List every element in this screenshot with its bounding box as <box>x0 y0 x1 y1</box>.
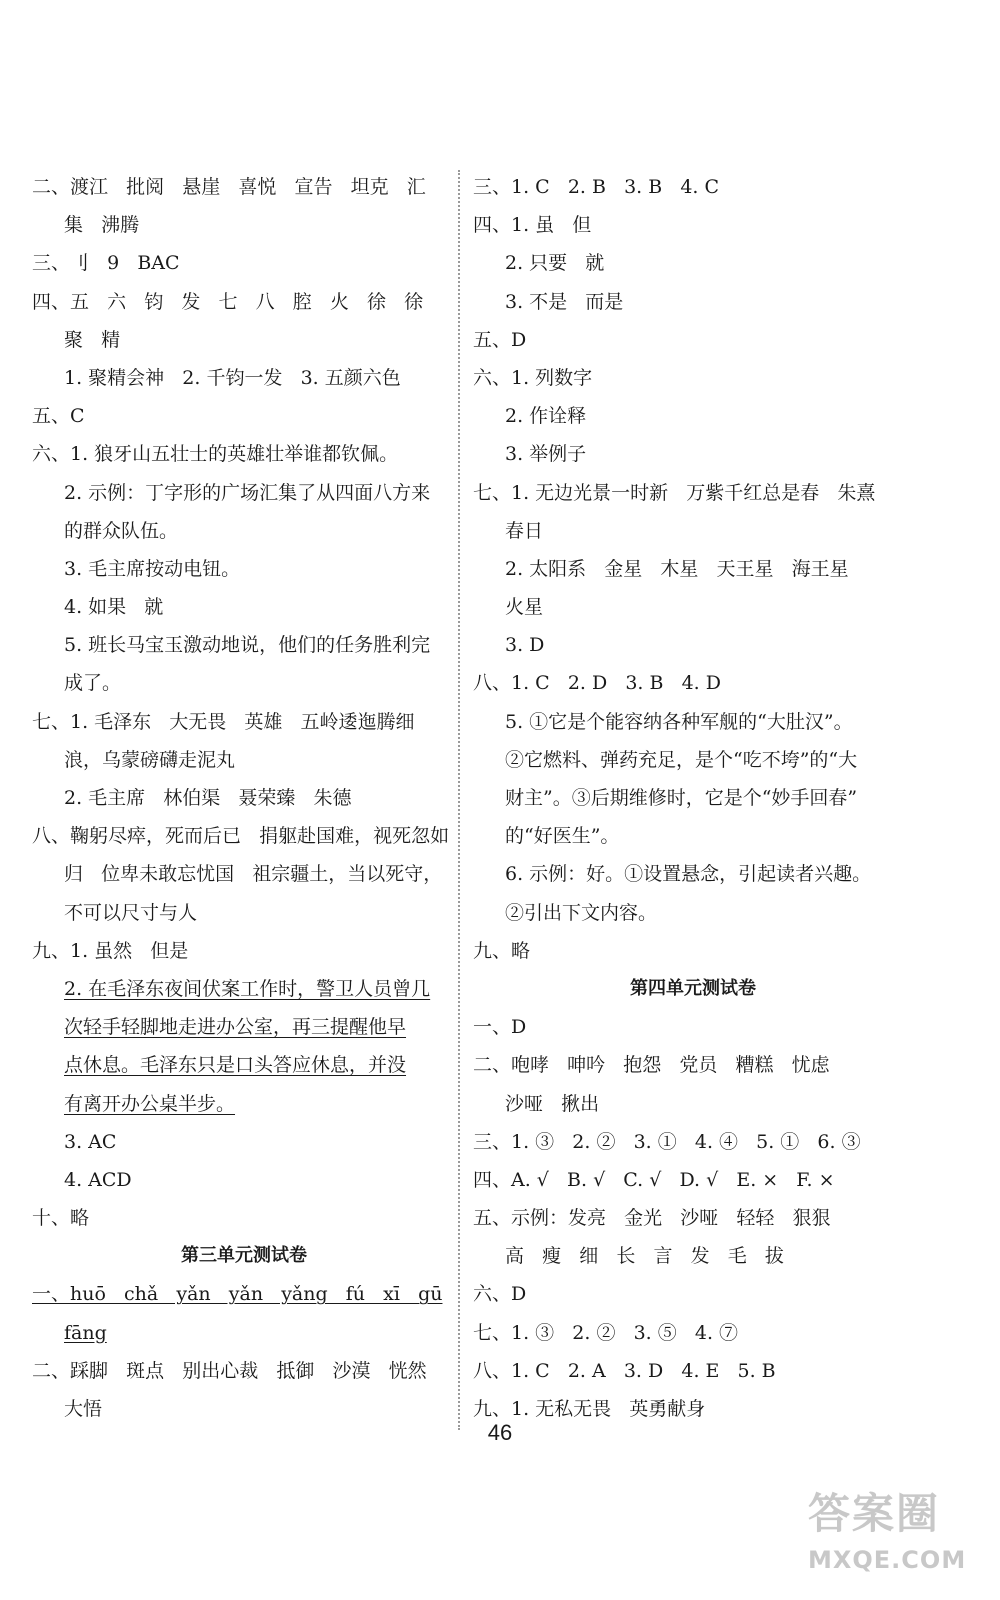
right-column <box>473 168 913 1428</box>
answer-line: 成了。 <box>64 672 122 695</box>
answer-line: 3. 举例子 <box>505 443 587 466</box>
answer-line: 大悟 <box>64 1398 103 1420</box>
answer-line: 六、1. 狼牙山五壮士的英雄壮举谁都钦佩。 <box>32 443 399 466</box>
answer-line: 五、示例：发亮 金光 沙哑 轻轻 狠狠 <box>473 1207 831 1230</box>
answer-line: 2. 在毛泽东夜间伏案工作时，警卫人员曾几 <box>64 977 431 1000</box>
answer-line: fāng <box>64 1321 107 1344</box>
answer-line: 五、C <box>32 405 85 428</box>
answer-line: 十、略 <box>32 1207 90 1230</box>
answer-line: 集 沸腾 <box>64 214 140 237</box>
answer-line: 浪，乌蒙磅礴走泥丸 <box>64 748 236 771</box>
answer-line: 财主”。③后期维修时，它是个“妙手回春” <box>505 787 858 809</box>
answer-line: 3. 不是 而是 <box>505 290 624 313</box>
section-heading: 第四单元测试卷 <box>630 977 756 999</box>
answer-line: 有离开办公桌半步。 <box>64 1092 236 1115</box>
answer-line: 归 位卑未敢忘忧国 祖宗疆土，当以死守， <box>64 863 443 886</box>
answer-line: 春日 <box>505 519 544 542</box>
answer-line: 二、渡江 批阅 悬崖 喜悦 宣告 坦克 汇 <box>32 176 426 198</box>
column-divider <box>458 170 460 1430</box>
answer-line: 高 瘦 细 长 言 发 毛 拔 <box>505 1245 784 1268</box>
answer-line: 2. 太阳系 金星 木星 天王星 海王星 <box>505 557 849 580</box>
answer-line: 三、刂 9 BAC <box>32 252 180 275</box>
answer-line: 3. D <box>505 634 545 657</box>
answer-line: 不可以尺寸与人 <box>64 901 198 924</box>
answer-line: 5. ①它是个能容纳各种军舰的“大肚汉”。 <box>505 710 853 733</box>
answer-line: 次轻手轻脚地走进办公室，再三提醒他早 <box>64 1016 407 1039</box>
answer-line: 四、A. √ B. √ C. √ D. √ E. × F. × <box>473 1168 835 1191</box>
answer-line: 七、1. 无边光景一时新 万紫千红总是春 朱熹 <box>473 481 876 504</box>
watermark-title: 答案圈 <box>808 1489 941 1538</box>
answer-line: 七、1. ③ 2. ② 3. ⑤ 4. ⑦ <box>473 1321 739 1344</box>
answer-line: 1. 聚精会神 2. 千钧一发 3. 五颜六色 <box>64 366 401 389</box>
answer-line: 4. 如果 就 <box>64 596 164 619</box>
section-heading: 第三单元测试卷 <box>181 1245 307 1267</box>
answer-line: 3. AC <box>64 1130 117 1153</box>
answer-line: 九、1. 虽然 但是 <box>32 939 189 962</box>
answer-line: 八、1. C 2. D 3. B 4. D <box>473 672 721 695</box>
answer-line: 6. 示例：好。①设置悬念，引起读者兴趣。 <box>505 863 872 886</box>
answer-line: 的“好医生”。 <box>505 825 620 848</box>
answer-line: 火星 <box>505 596 544 619</box>
answer-line: 2. 示例：丁字形的广场汇集了从四面八方来 <box>64 481 431 504</box>
answer-line: 六、D <box>473 1283 527 1306</box>
left-column <box>32 168 456 1428</box>
answer-line: 六、1. 列数字 <box>473 366 593 389</box>
answer-line: 九、略 <box>473 939 531 962</box>
answer-line: 沙哑 揪出 <box>505 1092 600 1115</box>
answer-line: 四、1. 虽 但 <box>473 214 592 237</box>
answer-line: 七、1. 毛泽东 大无畏 英雄 五岭逶迤腾细 <box>32 710 415 733</box>
answer-line: 二、踩脚 斑点 别出心裁 抵御 沙漠 恍然 <box>32 1359 427 1382</box>
answer-line: 2. 毛主席 林伯渠 聂荣臻 朱德 <box>64 787 352 809</box>
answer-line: 二、咆哮 呻吟 抱怨 党员 糟糕 忧虑 <box>473 1054 830 1077</box>
answer-line: 九、1. 无私无畏 英勇献身 <box>473 1398 706 1420</box>
answer-line: 聚 精 <box>64 328 121 351</box>
answer-line: 一、huō chǎ yǎn yǎn yǎng fú xī gū <box>32 1283 443 1306</box>
answer-line: 八、1. C 2. A 3. D 4. E 5. B <box>473 1359 776 1382</box>
answer-line: 2. 只要 就 <box>505 252 605 275</box>
answer-line: 点休息。毛泽东只是口头答应休息，并没 <box>64 1054 407 1077</box>
page-number: 46 <box>487 1420 513 1445</box>
answer-line: 4. ACD <box>64 1168 132 1191</box>
answer-line: 三、1. ③ 2. ② 3. ① 4. ④ 5. ① 6. ③ <box>473 1130 861 1153</box>
answer-line: 八、鞠躬尽瘁，死而后已 捐躯赴国难，视死忽如 <box>32 825 450 848</box>
answer-line: 四、五 六 钧 发 七 八 腔 火 徐 徐 <box>32 290 424 313</box>
answer-line: 5. 班长马宝玉激动地说，他们的任务胜利完 <box>64 634 431 657</box>
answer-line: 五、D <box>473 328 527 351</box>
answer-line: ②它燃料、弹药充足，是个“吃不垮”的“大 <box>505 748 858 771</box>
answer-line: ②引出下文内容。 <box>505 901 658 924</box>
answer-line: 的群众队伍。 <box>64 519 179 542</box>
answer-line: 2. 作诠释 <box>505 405 587 428</box>
answer-line: 一、D <box>473 1016 527 1039</box>
answer-line: 3. 毛主席按动电钮。 <box>64 557 241 580</box>
watermark-url: MXQE.COM <box>808 1546 967 1574</box>
watermark-logo <box>808 1488 988 1592</box>
answer-line: 三、1. C 2. B 3. B 4. C <box>473 176 720 198</box>
